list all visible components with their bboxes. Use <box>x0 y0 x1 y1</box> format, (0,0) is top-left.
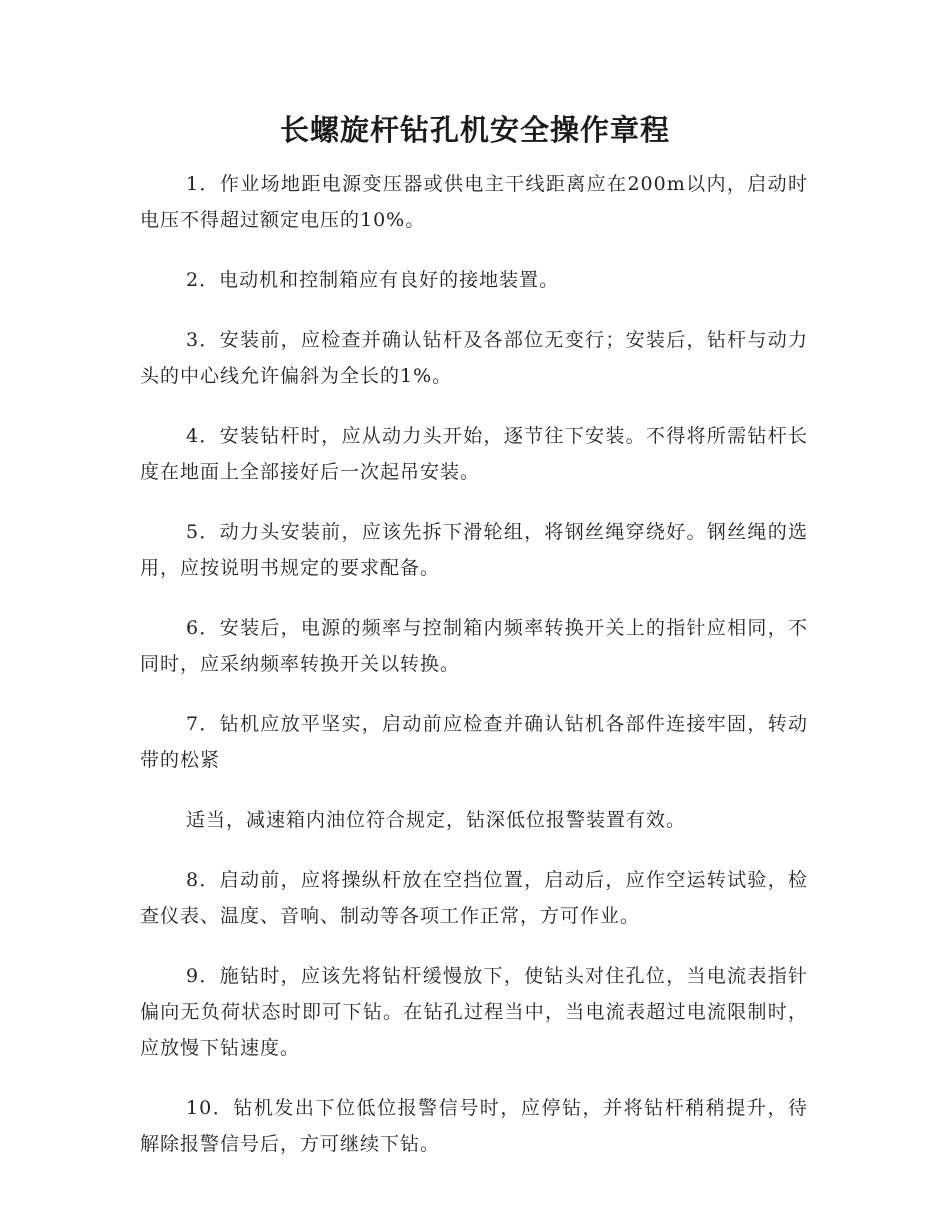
document-body <box>140 166 808 1162</box>
paragraph-7: 7．钻机应放平坚实，启动前应检查并确认钻机各部件连接牢固，转动带的松紧 <box>140 713 808 771</box>
paragraph-3: 3．安装前，应检查并确认钻杆及各部位无变行；安装后，钻杆与动力头的中心线允许偏斜为全长的1%。 <box>140 329 808 387</box>
paragraph-4: 4．安装钻杆时，应从动力头开始，逐节往下安装。不得将所需钻杆长度在地面上全部接好后一次起吊安装。 <box>140 425 808 483</box>
paragraph-5: 5．动力头安装前，应该先拆下滑轮组，将钢丝绳穿绕好。钢丝绳的选用，应按说明书规定的要求配备。 <box>140 521 808 579</box>
paragraph-2: 2．电动机和控制箱应有良好的接地装置。 <box>186 269 560 291</box>
paragraph-7-continued: 适当，减速箱内油位符合规定，钻深低位报警装置有效。 <box>186 809 687 831</box>
paragraph-6: 6．安装后，电源的频率与控制箱内频率转换开关上的指针应相同，不同时，应采纳频率转换开关以转换。 <box>140 617 808 675</box>
paragraph-9: 9．施钻时，应该先将钻杆缓慢放下，使钻头对住孔位，当电流表指针偏向无负荷状态时即可下钻。在钻孔过程当中，当电流表超过电流限制时，应放慢下钻速度。 <box>140 965 808 1059</box>
paragraph-1: 1．作业场地距电源变压器或供电主干线距离应在200m以内，启动时电压不得超过额定电压的10%。 <box>140 173 808 231</box>
paragraph-8: 8．启动前，应将操纵杆放在空挡位置，启动后，应作空运转试验，检查仪表、温度、音响、制动等各项工作正常，方可作业。 <box>140 869 808 927</box>
document-title: 长螺旋杆钻孔机安全操作章程 <box>279 113 670 147</box>
paragraph-10: 10．钻机发出下位低位报警信号时，应停钻，并将钻杆稍稍提升，待解除报警信号后，方可继续下钻。 <box>140 1097 808 1155</box>
